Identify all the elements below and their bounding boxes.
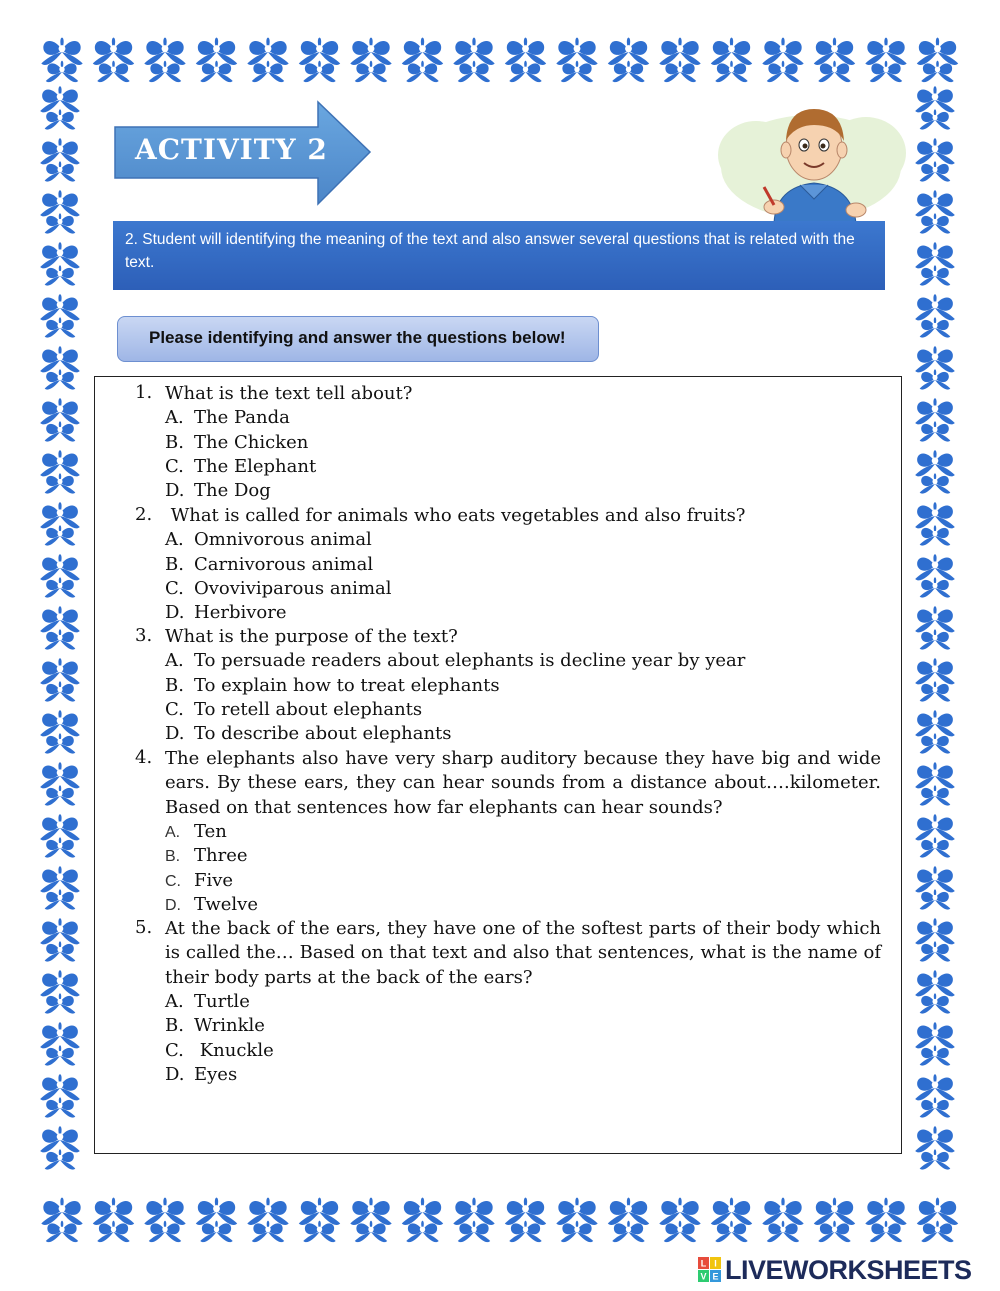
border-flower — [45, 473, 76, 493]
border-flower — [915, 1126, 955, 1152]
border-flower — [561, 1221, 593, 1242]
border-flower — [870, 1221, 902, 1242]
border-flower — [45, 941, 76, 961]
border-flower — [915, 86, 955, 112]
option-letter: B. — [165, 1015, 184, 1037]
border-flower — [664, 1221, 696, 1242]
option-text: To explain how to treat elephants — [194, 674, 500, 696]
option-text: Omnivorous animal — [194, 529, 372, 551]
border-flower — [920, 1097, 951, 1117]
question-number: 2. — [135, 504, 153, 525]
border-flower — [355, 61, 387, 82]
question-text: What is the text tell about? — [165, 383, 413, 404]
border-flower — [45, 577, 76, 597]
answer-option[interactable] — [165, 893, 258, 918]
answer-option[interactable] — [165, 479, 271, 503]
option-letter: C. — [165, 577, 184, 599]
border-flower — [715, 61, 747, 82]
border-flower — [920, 525, 951, 545]
border-flower — [406, 1221, 438, 1242]
question-text: At the back of the ears, they have one of the softest parts of their body which is called the… Based on that text and also that sentences, what is the name of their body parts at the back of the ears? — [165, 918, 887, 988]
border-flower — [149, 1221, 181, 1242]
border-flower — [458, 1221, 490, 1242]
option-letter: B. — [165, 431, 184, 453]
border-flower — [920, 161, 951, 181]
option-letter: D. — [165, 602, 185, 624]
answer-option[interactable] — [165, 406, 290, 430]
option-text: Three — [194, 845, 248, 867]
question-text: The elephants also have very sharp auditory because they have big and wide ears. By these ears, they can hear sounds from a distance about….kilometer. Based on that sentences how far elephants can hear sounds? — [165, 748, 887, 818]
border-flower — [40, 606, 80, 632]
option-letter: A. — [165, 990, 184, 1012]
question-number: 4. — [135, 747, 153, 768]
border-flower — [355, 1221, 387, 1242]
border-flower — [915, 138, 955, 164]
border-flower — [45, 1097, 76, 1117]
option-text: The Dog — [194, 480, 271, 502]
option-letter: A. — [165, 650, 184, 672]
border-flower — [920, 473, 951, 493]
border-flower — [920, 577, 951, 597]
border-flower — [915, 554, 955, 580]
border-flower — [45, 889, 76, 909]
border-flower — [252, 61, 284, 82]
option-text: Carnivorous animal — [194, 553, 374, 575]
answer-option[interactable] — [165, 844, 248, 869]
border-flower — [920, 733, 951, 753]
border-flower — [915, 762, 955, 788]
border-flower — [303, 61, 335, 82]
option-letter: D. — [165, 723, 185, 745]
answer-prompt-button: Please identifying and answer the questions below! — [117, 316, 599, 362]
answer-option[interactable] — [165, 698, 422, 722]
border-flower — [561, 61, 593, 82]
border-flower — [920, 889, 951, 909]
border-flower — [818, 61, 850, 82]
border-flower — [97, 61, 129, 82]
border-flower — [915, 918, 955, 944]
option-text: The Chicken — [194, 431, 309, 453]
answer-option[interactable] — [165, 1039, 274, 1063]
border-flower — [303, 1221, 335, 1242]
activity-arrow-banner — [113, 100, 373, 206]
border-flower — [915, 242, 955, 268]
border-flower — [40, 294, 80, 320]
border-flower — [40, 814, 80, 840]
option-text: The Panda — [194, 407, 290, 429]
option-letter: A. — [165, 529, 184, 551]
option-text: Eyes — [194, 1063, 238, 1085]
border-flower — [46, 1221, 78, 1242]
border-flower — [45, 837, 76, 857]
border-flower — [920, 369, 951, 389]
option-letter: C. — [165, 872, 181, 890]
border-flower — [915, 190, 955, 216]
border-flower — [252, 1221, 284, 1242]
liveworksheets-badge-icon — [697, 1255, 723, 1285]
badge-letter: L — [700, 1258, 707, 1269]
question-number: 5. — [135, 917, 153, 938]
border-flower — [715, 1221, 747, 1242]
border-flower — [458, 61, 490, 82]
border-flower — [509, 61, 541, 82]
border-flower — [920, 681, 951, 701]
border-flower — [45, 525, 76, 545]
border-flower — [915, 970, 955, 996]
border-flower — [40, 86, 80, 112]
option-text: Turtle — [194, 990, 250, 1012]
answer-option[interactable] — [165, 990, 250, 1014]
border-flower — [767, 1221, 799, 1242]
border-flower — [920, 1045, 951, 1065]
border-flower — [920, 265, 951, 285]
option-letter: A. — [165, 823, 181, 841]
border-flower — [920, 837, 951, 857]
badge-letter: E — [712, 1271, 719, 1282]
border-flower — [915, 606, 955, 632]
border-flower — [40, 658, 80, 684]
option-text: To persuade readers about elephants is decline year by year — [194, 650, 746, 672]
option-text: Herbivore — [194, 602, 287, 624]
border-flower — [915, 814, 955, 840]
border-flower — [45, 265, 76, 285]
answer-option[interactable] — [165, 601, 287, 625]
border-flower — [45, 785, 76, 805]
border-flower — [915, 450, 955, 476]
option-letter: B. — [165, 674, 184, 696]
option-text: Knuckle — [194, 1039, 274, 1061]
border-flower — [45, 1045, 76, 1065]
border-flower — [45, 317, 76, 337]
border-flower — [45, 681, 76, 701]
border-flower — [45, 629, 76, 649]
border-flower — [920, 941, 951, 961]
border-flower — [40, 138, 80, 164]
option-letter: C. — [165, 698, 184, 720]
border-flower — [40, 1074, 80, 1100]
option-letter: D. — [165, 896, 181, 914]
border-flower — [509, 1221, 541, 1242]
border-flower — [915, 294, 955, 320]
border-flower — [40, 866, 80, 892]
border-flower — [920, 1149, 951, 1169]
option-letter: B. — [165, 848, 181, 866]
border-flower — [612, 61, 644, 82]
questions-box — [94, 376, 902, 1154]
border-flower — [920, 109, 951, 129]
border-flower — [921, 61, 953, 82]
border-flower — [920, 421, 951, 441]
border-flower — [40, 1022, 80, 1048]
border-flower — [920, 993, 951, 1013]
border-flower — [920, 785, 951, 805]
border-flower — [818, 1221, 850, 1242]
border-flower — [45, 213, 76, 233]
badge-letter: V — [700, 1271, 707, 1282]
border-flower — [40, 450, 80, 476]
border-flower — [149, 61, 181, 82]
question-text: What is called for animals who eats vegetables and also fruits? — [165, 505, 746, 526]
answer-option[interactable] — [165, 820, 227, 845]
option-text: Twelve — [194, 893, 259, 915]
border-flower — [40, 554, 80, 580]
answer-option[interactable] — [165, 1014, 265, 1038]
border-flower — [45, 421, 76, 441]
border-flower — [915, 398, 955, 424]
border-flower — [45, 993, 76, 1013]
question-number: 3. — [135, 625, 153, 646]
border-flower — [920, 213, 951, 233]
liveworksheets-brand-text: LIVEWORKSHEETS — [725, 1255, 972, 1285]
instruction-banner: 2. Student will identifying the meaning of the text and also answer several questions that is related with the text. — [113, 221, 885, 290]
border-flower — [200, 1221, 232, 1242]
border-flower — [40, 762, 80, 788]
answer-option[interactable] — [165, 1063, 237, 1087]
badge-letter: I — [714, 1258, 717, 1269]
option-text: The Elephant — [194, 455, 317, 477]
student-boy-illustration — [716, 95, 906, 225]
border-flower — [915, 866, 955, 892]
border-flower — [406, 61, 438, 82]
answer-option[interactable] — [165, 455, 316, 479]
activity-title: ACTIVITY 2 — [135, 133, 328, 166]
border-flower — [920, 317, 951, 337]
question-number: 1. — [135, 382, 153, 403]
border-flower — [915, 1022, 955, 1048]
option-text: To describe about elephants — [194, 723, 452, 745]
liveworksheets-logo[interactable] — [697, 1255, 997, 1287]
option-letter: D. — [165, 1063, 185, 1085]
border-flower — [921, 1221, 953, 1242]
option-text: Wrinkle — [194, 1015, 265, 1037]
border-flower — [915, 1074, 955, 1100]
answer-option[interactable] — [165, 577, 392, 601]
option-letter: B. — [165, 553, 184, 575]
answer-option[interactable] — [165, 553, 373, 577]
border-flower — [767, 61, 799, 82]
border-flower — [45, 1149, 76, 1169]
border-flower — [915, 346, 955, 372]
border-flower — [612, 1221, 644, 1242]
border-flower — [664, 61, 696, 82]
border-flower — [45, 369, 76, 389]
border-flower — [40, 242, 80, 268]
border-flower — [40, 346, 80, 372]
border-flower — [870, 61, 902, 82]
border-flower — [40, 502, 80, 528]
question-text: What is the purpose of the text? — [165, 626, 458, 647]
answer-option[interactable] — [165, 649, 745, 673]
option-letter: C. — [165, 455, 184, 477]
answer-option[interactable] — [165, 869, 233, 894]
border-flower — [40, 710, 80, 736]
border-flower — [200, 61, 232, 82]
border-flower — [915, 658, 955, 684]
option-letter: C. — [165, 1039, 184, 1061]
option-text: Ovoviviparous animal — [194, 577, 392, 599]
answer-option[interactable] — [165, 674, 500, 698]
answer-option[interactable] — [165, 528, 372, 552]
border-flower — [45, 733, 76, 753]
option-text: Ten — [194, 820, 227, 842]
border-flower — [45, 161, 76, 181]
option-letter: A. — [165, 407, 184, 429]
border-flower — [40, 190, 80, 216]
border-flower — [40, 970, 80, 996]
border-flower — [40, 398, 80, 424]
border-flower — [46, 61, 78, 82]
border-flower — [920, 629, 951, 649]
option-text: To retell about elephants — [194, 698, 423, 720]
answer-option[interactable] — [165, 722, 452, 746]
border-flower — [40, 1126, 80, 1152]
option-letter: D. — [165, 480, 185, 502]
option-text: Five — [194, 869, 234, 891]
answer-option[interactable] — [165, 431, 308, 455]
border-flower — [915, 710, 955, 736]
border-flower — [915, 502, 955, 528]
border-flower — [40, 918, 80, 944]
border-flower — [97, 1221, 129, 1242]
border-flower — [45, 109, 76, 129]
